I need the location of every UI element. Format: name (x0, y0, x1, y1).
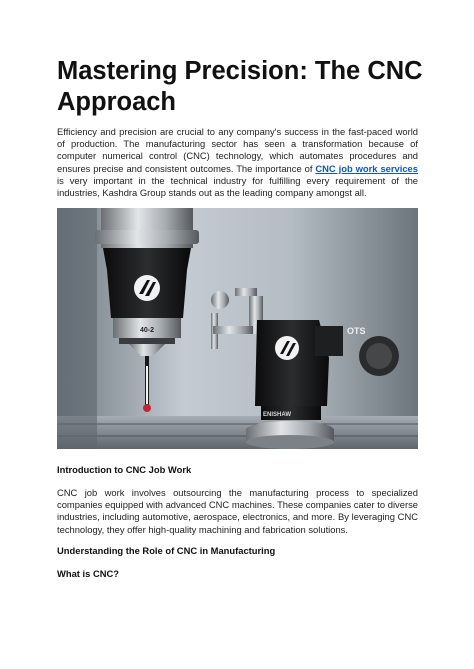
intro-paragraph (57, 126, 418, 199)
probe-base-text: ENISHAW (263, 412, 292, 418)
cnc-probe-photo (57, 208, 418, 449)
section-heading-what-is-cnc: What is CNC? (57, 568, 119, 579)
section-heading-role: Understanding the Role of CNC in Manufacturing (57, 545, 276, 556)
intro-text-end: is very important in the technical industry for fulfilling every requirement of the industries, Kashdra Group stands out as the leading company amongst all. (57, 174, 418, 199)
page-title: Mastering Precision: The CNC Approach (57, 57, 423, 116)
probe-brand-text: OTS (347, 326, 366, 336)
section-heading-intro: Introduction to CNC Job Work (57, 464, 192, 475)
intro-text-start: Efficiency and precision are crucial to any company's success in the fast-paced world of production. The manufacturing sector has seen a transformation because of computer numerical control (CNC) technology, which automates procedures and ensures precise and consistent outcomes. The importance of (57, 126, 418, 174)
cnc-job-work-services-link[interactable]: CNC job work services (315, 162, 418, 174)
section-paragraph-intro: CNC job work involves outsourcing the manufacturing process to specialized companies equipped with advanced CNC machines. These companies cater to diverse industries, including automotive, aerospace, electronics, and more. By leveraging CNC technology, they offer high-quality machining and fabrication solutions. (57, 487, 418, 535)
spindle-label: 40-2 (139, 327, 155, 334)
